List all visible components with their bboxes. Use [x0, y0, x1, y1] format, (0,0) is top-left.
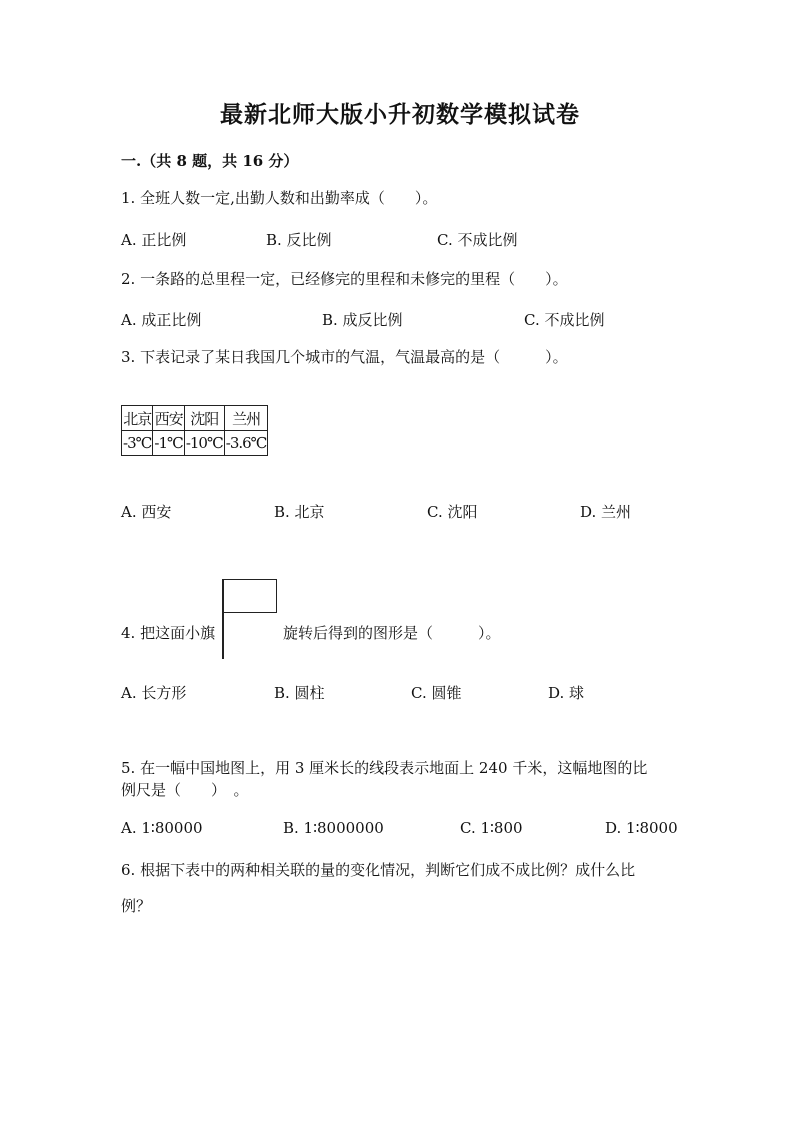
- table-cell-city: 兰州: [224, 406, 268, 431]
- question-1-option-c: C. 不成比例: [437, 231, 518, 249]
- table-cell-temp: -1℃: [153, 431, 184, 456]
- question-2-text: 2. 一条路的总里程一定，已经修完的里程和未修完的里程（ ）。: [121, 270, 568, 288]
- question-4-option-b: B. 圆柱: [274, 684, 325, 702]
- table-cell-temp: -3.6℃: [224, 431, 268, 456]
- table-cell-city: 沈阳: [184, 406, 224, 431]
- page-title: 最新北师大版小升初数学模拟试卷: [220, 101, 580, 128]
- table-row: [122, 406, 268, 431]
- question-1-text: 1. 全班人数一定,出勤人数和出勤率成（ ）。: [121, 189, 438, 207]
- question-3-text: 3. 下表记录了某日我国几个城市的气温，气温最高的是（ ）。: [121, 348, 568, 366]
- question-3-option-a: A. 西安: [121, 503, 172, 521]
- temperature-table: [121, 405, 268, 456]
- question-3-option-d: D. 兰州: [580, 503, 632, 521]
- question-5-option-a: A. 1∶80000: [121, 819, 203, 837]
- question-5-option-d: D. 1∶8000: [605, 819, 678, 837]
- question-5-text-line1: 5. 在一幅中国地图上，用 3 厘米长的线段表示地面上 240 千米，这幅地图的比: [121, 759, 648, 777]
- table-cell-city: 北京: [122, 406, 153, 431]
- table-cell-temp: -3℃: [122, 431, 153, 456]
- question-2-option-c: C. 不成比例: [524, 311, 605, 329]
- flag-icon: [222, 579, 277, 613]
- question-4-option-c: C. 圆锥: [411, 684, 462, 702]
- question-2-option-a: A. 成正比例: [121, 311, 202, 329]
- question-5-text-line2: 例尺是（ ） 。: [121, 781, 249, 799]
- question-2-option-b: B. 成反比例: [322, 311, 403, 329]
- table-row: [122, 431, 268, 456]
- question-3-option-b: B. 北京: [274, 503, 325, 521]
- question-6-text-line1: 6. 根据下表中的两种相关联的量的变化情况，判断它们成不成比例？成什么比: [121, 861, 636, 879]
- question-5-option-c: C. 1∶800: [460, 819, 523, 837]
- question-6-text-line2: 例？: [121, 897, 152, 915]
- table-cell-city: 西安: [153, 406, 184, 431]
- question-4-option-a: A. 长方形: [121, 684, 187, 702]
- question-3-option-c: C. 沈阳: [427, 503, 478, 521]
- question-4-text-before: 4. 把这面小旗: [121, 624, 216, 642]
- section-heading: 一.（共 8 题，共 16 分）: [121, 152, 299, 170]
- question-4-text-after: 旋转后得到的图形是（ ）。: [283, 624, 501, 642]
- question-5-option-b: B. 1∶8000000: [283, 819, 384, 837]
- question-4-option-d: D. 球: [548, 684, 585, 702]
- question-1-option-b: B. 反比例: [266, 231, 332, 249]
- table-cell-temp: -10℃: [184, 431, 224, 456]
- question-1-option-a: A. 正比例: [121, 231, 187, 249]
